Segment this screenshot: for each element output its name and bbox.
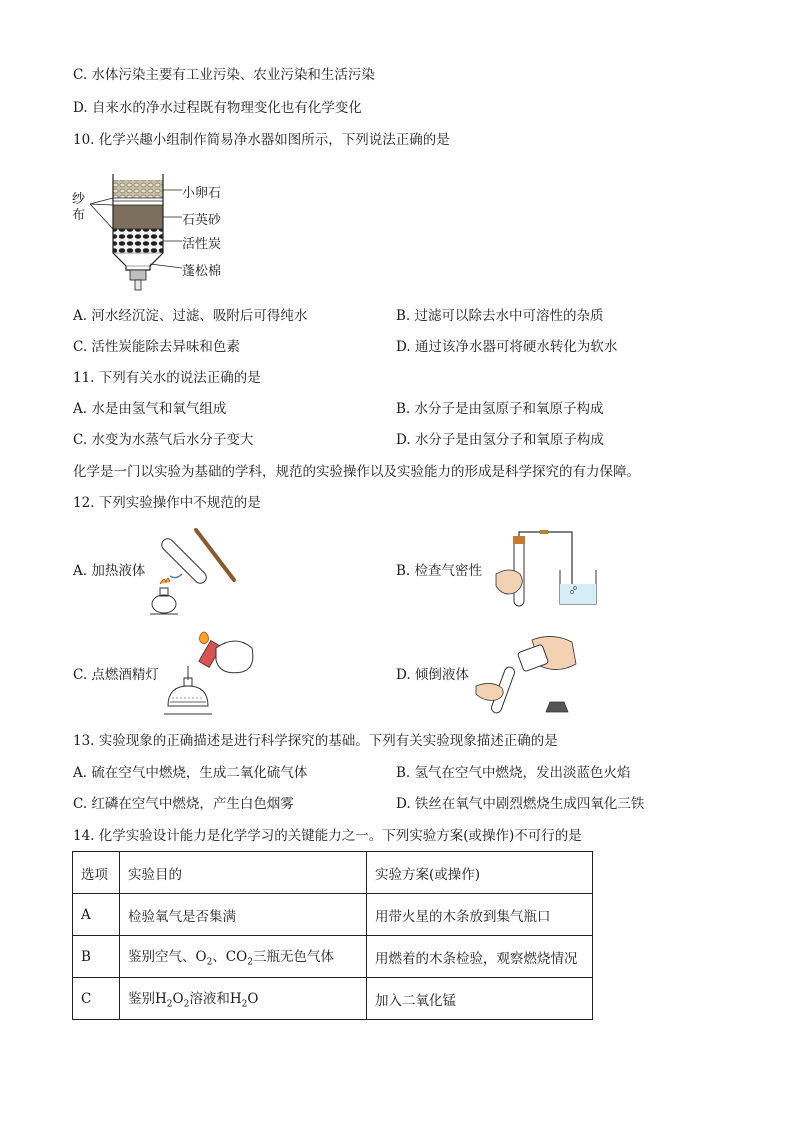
header-option: 选项	[73, 852, 120, 894]
q10-option-a: A. 河水经沉淀、过滤、吸附后可得纯水	[73, 308, 308, 324]
header-purpose: 实验目的	[120, 852, 367, 894]
row-a-option: A	[73, 894, 120, 936]
q9-option-c: C. 水体污染主要有工业污染、农业污染和生活污染	[73, 67, 375, 83]
gauze-label: 纱布	[72, 192, 86, 223]
q14-table	[72, 851, 593, 1020]
lighting-lamp-figure	[160, 628, 260, 722]
q10-option-d: D. 通过该净水器可将硬水转化为软水	[396, 339, 618, 355]
q12-option-a: A. 加热液体	[73, 563, 146, 579]
q12-option-d: D. 倾倒液体	[396, 667, 469, 683]
row-a-plan: 用带火星的木条放到集气瓶口	[367, 894, 593, 936]
table-row	[73, 978, 593, 1020]
cotton-label: 蓬松棉	[182, 264, 222, 279]
q12-option-b: B. 检查气密性	[396, 563, 483, 579]
pouring-liquid-figure	[474, 628, 584, 720]
header-plan: 实验方案(或操作)	[367, 852, 593, 894]
q12-option-c: C. 点燃酒精灯	[73, 667, 159, 683]
pebble-layer	[113, 180, 163, 198]
row-c-option: C	[73, 978, 120, 1020]
activated-carbon-layer	[113, 229, 163, 253]
cotton-layer	[113, 253, 163, 266]
quartz-sand-layer	[113, 205, 163, 229]
row-b-option: B	[73, 936, 120, 978]
heating-liquid-figure	[148, 526, 240, 618]
activated-carbon-label: 活性炭	[182, 237, 222, 252]
row-c-plan: 加入二氧化锰	[367, 978, 593, 1020]
q11-option-b: B. 水分子是由氢原子和氧原子构成	[396, 401, 604, 417]
q11-option-a: A. 水是由氢气和氧气组成	[73, 401, 227, 417]
row-b-plan: 用燃着的木条检验，观察燃烧情况	[367, 936, 593, 978]
row-a-purpose: 检验氧气是否集满	[120, 894, 367, 936]
table-header-row	[73, 852, 593, 894]
row-c-purpose: 鉴别$H_2O_2$溶液和$H_2O$	[120, 978, 367, 1020]
quartz-sand-label: 石英砂	[182, 213, 222, 228]
q13-option-d: D. 铁丝在氧气中剧烈燃烧生成四氧化三铁	[396, 796, 645, 812]
q12-stem: 12. 下列实验操作中不规范的是	[73, 495, 261, 511]
table-row	[73, 894, 593, 936]
q13-option-b: B. 氢气在空气中燃烧，发出淡蓝色火焰	[396, 765, 631, 781]
q11-option-d: D. 水分子是由氢分子和氧原子构成	[396, 432, 604, 448]
q13-stem: 13. 实验现象的正确描述是进行科学探究的基础。下列有关实验现象描述正确的是	[73, 733, 558, 749]
q14-stem: 14. 化学实验设计能力是化学学习的关键能力之一。下列实验方案(或操作)不可行的是	[73, 828, 582, 844]
section-intro: 化学是一门以实验为基础的学科，规范的实验操作以及实验能力的形成是科学探究的有力保障。	[73, 464, 640, 480]
water-filter-figure	[70, 170, 240, 298]
pebble-label: 小卵石	[182, 186, 222, 201]
q10-option-c: C. 活性炭能除去异味和色素	[73, 339, 240, 355]
q13-option-c: C. 红磷在空气中燃烧，产生白色烟雾	[73, 796, 294, 812]
q11-stem: 11. 下列有关水的说法正确的是	[73, 370, 261, 386]
table-row	[73, 936, 593, 978]
row-b-purpose: 鉴别空气、$O_2$、$CO_2$三瓶无色气体	[120, 936, 367, 978]
q13-option-a: A. 硫在空气中燃烧，生成二氧化硫气体	[73, 765, 308, 781]
q9-option-d: D. 自来水的净水过程既有物理变化也有化学变化	[73, 100, 362, 116]
q10-stem: 10. 化学兴趣小组制作简易净水器如图所示，下列说法正确的是	[73, 132, 450, 148]
q10-option-b: B. 过滤可以除去水中可溶性的杂质	[396, 308, 604, 324]
airtightness-figure	[492, 530, 602, 610]
q11-option-c: C. 水变为水蒸气后水分子变大	[73, 432, 254, 448]
